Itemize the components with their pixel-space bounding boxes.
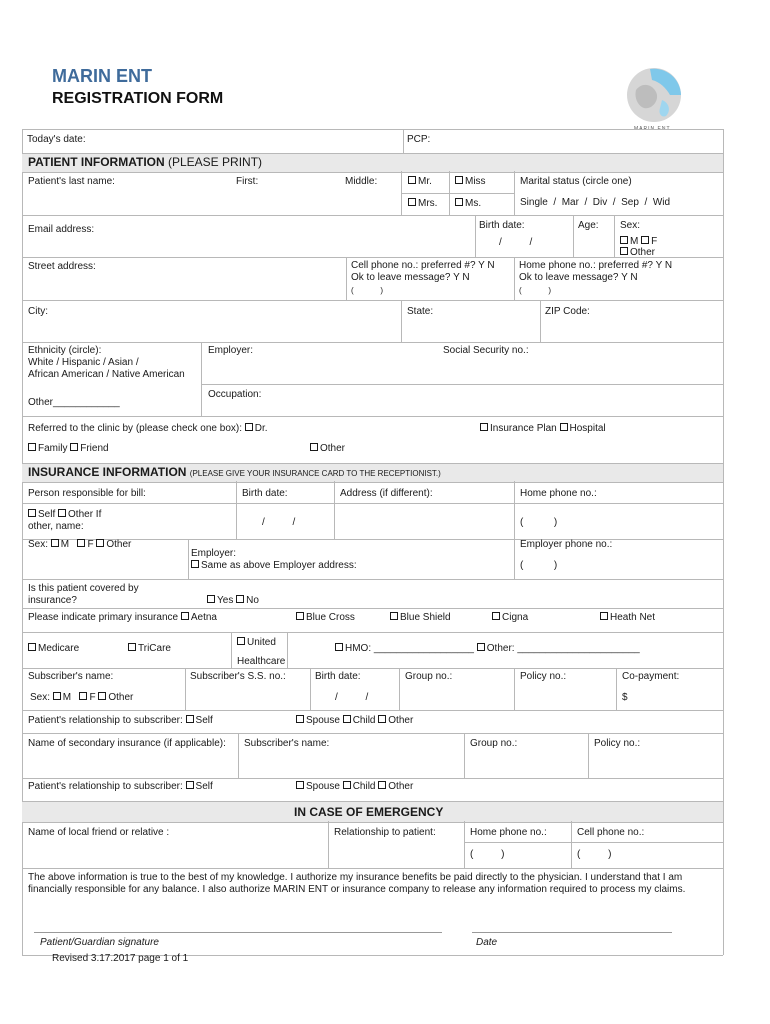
copayment-dollar: $ <box>622 692 628 703</box>
signature-label: Patient/Guardian signature <box>40 937 159 948</box>
checkbox-icon <box>237 637 245 645</box>
blue-shield-checkbox[interactable]: Blue Shield <box>390 612 451 624</box>
emergency-cell-paren: ( ) <box>577 849 612 860</box>
checkbox-icon <box>79 692 87 700</box>
sex-label: Sex: <box>620 220 641 231</box>
checkbox-icon <box>408 198 416 206</box>
sex-other-checkbox[interactable]: Other <box>620 247 655 259</box>
resp-birth-date-slashes: / / <box>262 517 296 528</box>
checkbox-icon <box>296 612 304 620</box>
street-address-label: Street address: <box>28 261 96 272</box>
primary-insurance-label: Please indicate primary insurance Aetna <box>28 612 217 623</box>
subscriber-name-label: Subscriber's name: <box>28 671 114 682</box>
ethnicity-options-2[interactable]: African American / Native American <box>28 369 185 380</box>
relationship-checkboxes-2[interactable]: Spouse Child Other <box>296 781 413 793</box>
checkbox-icon <box>296 781 304 789</box>
emergency-home-paren: ( ) <box>470 849 505 860</box>
checkbox-icon <box>207 595 215 603</box>
checkbox-icon <box>53 692 61 700</box>
subscriber-sex-checkboxes[interactable]: Sex: M F Other <box>30 692 134 703</box>
checkbox-icon <box>343 781 351 789</box>
first-name-label: First: <box>236 176 259 187</box>
checkbox-icon <box>620 236 628 244</box>
covered-yes-no[interactable]: Yes No <box>207 595 259 607</box>
ins-employer-label: Employer: <box>191 548 237 559</box>
copayment-label: Co-payment: <box>622 671 680 682</box>
checkbox-icon <box>28 443 36 451</box>
birth-date-label: Birth date: <box>479 220 525 231</box>
checkbox-icon <box>310 443 318 451</box>
referred-family-friend[interactable]: Family Friend <box>28 443 109 455</box>
checkbox-icon[interactable] <box>181 612 189 620</box>
relationship-label: Patient's relationship to subscriber: Self <box>28 715 213 726</box>
checkbox-icon <box>455 198 463 206</box>
pcp-label: PCP: <box>407 134 431 145</box>
ethnicity-other: Other____________ <box>28 397 120 408</box>
checkbox-icon <box>28 509 36 517</box>
employer-label: Employer: <box>208 345 254 356</box>
medicare-checkbox[interactable]: Medicare <box>28 643 79 655</box>
ethnicity-options-1[interactable]: White / Hispanic / Asian / <box>28 357 139 368</box>
checkbox-icon <box>335 643 343 651</box>
relationship-checkboxes[interactable]: Spouse Child Other <box>296 715 413 727</box>
form-title: REGISTRATION FORM <box>52 90 224 107</box>
ins-sex-checkboxes[interactable]: Sex: M F Other <box>28 539 132 550</box>
united-healthcare-label-2: Healthcare <box>237 656 286 667</box>
checkbox-icon[interactable] <box>245 423 253 431</box>
checkbox-icon <box>492 612 500 620</box>
resp-address-label: Address (if different): <box>340 488 433 499</box>
checkbox-icon <box>128 643 136 651</box>
marital-status-label: Marital status (circle one) <box>520 176 632 187</box>
authorization-statement: The above information is true to the best of my knowledge. I authorize my insurance benefits be paid directly to the physician. I understand that I am financially responsible for any balance. I also authorize MARIN ENT or insurance company to release any information required to process my claims. <box>28 872 686 895</box>
logo-icon <box>622 66 686 130</box>
policy-no-label: Policy no.: <box>520 671 567 682</box>
checkbox-icon <box>191 560 199 568</box>
covered-label-1: Is this patient covered by <box>28 583 139 594</box>
checkbox-icon <box>343 715 351 723</box>
responsible-label: Person responsible for bill: <box>28 488 146 499</box>
emergency-friend-label: Name of local friend or relative : <box>28 827 170 838</box>
title-ms-checkbox[interactable]: Ms. <box>455 198 481 210</box>
age-label: Age: <box>578 220 599 231</box>
middle-name-label: Middle: <box>345 176 378 187</box>
checkbox-icon <box>28 643 36 651</box>
checkbox-icon <box>390 612 398 620</box>
secondary-insurance-label: Name of secondary insurance (if applicable): <box>28 738 226 749</box>
checkbox-icon <box>236 595 244 603</box>
cell-phone-label: Cell phone no.: preferred #? Y N <box>351 260 495 271</box>
zip-code-label: ZIP Code: <box>545 306 590 317</box>
group-no-label: Group no.: <box>405 671 453 682</box>
secondary-policy-label: Policy no.: <box>594 738 641 749</box>
title-mr-checkbox[interactable]: Mr. <box>408 176 432 188</box>
checkbox-icon <box>455 176 463 184</box>
hmo-checkbox[interactable]: HMO: __________________ Other: ______________________ <box>335 643 640 655</box>
home-ok-message-label: Ok to leave message? Y N <box>519 272 638 283</box>
checkbox-icon <box>480 423 488 431</box>
employer-phone-paren: ( ) <box>520 560 558 571</box>
checkbox-icon <box>378 715 386 723</box>
resp-home-phone-label: Home phone no.: <box>520 488 597 499</box>
resp-self-other-checkboxes[interactable]: Self Other If <box>28 509 101 521</box>
revised-note: Revised 3.17.2017 page 1 of 1 <box>52 953 189 964</box>
resp-home-phone-paren: ( ) <box>520 517 558 528</box>
checkbox-icon <box>408 176 416 184</box>
home-phone-label: Home phone no.: preferred #? Y N <box>519 260 673 271</box>
email-label: Email address: <box>28 224 95 235</box>
checkbox-icon <box>96 539 104 547</box>
blue-cross-checkbox[interactable]: Blue Cross <box>296 612 355 624</box>
health-net-checkbox[interactable]: Heath Net <box>600 612 655 624</box>
checkbox-icon <box>51 539 59 547</box>
checkbox-icon <box>70 443 78 451</box>
ethnicity-label: Ethnicity (circle): <box>28 345 102 356</box>
patient-section-title: PATIENT INFORMATION (PLEASE PRINT) <box>28 155 263 169</box>
secondary-group-label: Group no.: <box>470 738 518 749</box>
subscriber-birth-label: Birth date: <box>315 671 361 682</box>
checkbox-icon <box>560 423 568 431</box>
last-name-label: Patient's last name: <box>28 176 115 187</box>
logo-text: MARIN ENT <box>634 126 671 132</box>
employer-phone-label: Employer phone no.: <box>520 539 613 550</box>
emergency-section-title: IN CASE OF EMERGENCY <box>294 805 444 819</box>
checkbox-icon <box>600 612 608 620</box>
date-label: Date <box>476 937 498 948</box>
checkbox-icon <box>98 692 106 700</box>
same-as-above-checkbox[interactable]: Same as above Employer address: <box>191 560 357 572</box>
subscriber-birth-slashes: / / <box>335 692 369 703</box>
home-phone-paren: ( ) <box>519 286 551 295</box>
checkbox-icon[interactable] <box>186 781 194 789</box>
cell-phone-paren: ( ) <box>351 286 383 295</box>
united-healthcare-checkbox[interactable]: United <box>237 637 276 649</box>
referred-insurance-hospital[interactable]: Insurance Plan Hospital <box>480 423 606 435</box>
cigna-checkbox[interactable]: Cigna <box>492 612 528 624</box>
birth-date-slashes: / / <box>499 237 533 248</box>
secondary-subscriber-label: Subscriber's name: <box>244 738 330 749</box>
checkbox-icon <box>620 247 628 255</box>
occupation-label: Occupation: <box>208 389 262 400</box>
referred-other[interactable]: Other <box>310 443 345 455</box>
marital-status-options[interactable]: Single / Mar / Div / Sep / Wid <box>520 197 671 208</box>
resp-other-name-label: other, name: <box>28 521 84 532</box>
checkbox-icon <box>378 781 386 789</box>
subscriber-ss-label: Subscriber's S.S. no.: <box>190 671 286 682</box>
relationship-label-2: Patient's relationship to subscriber: Self <box>28 781 213 792</box>
title-miss-checkbox[interactable]: Miss <box>455 176 486 188</box>
city-label: City: <box>28 306 48 317</box>
checkbox-icon <box>296 715 304 723</box>
checkbox-icon <box>641 236 649 244</box>
state-label: State: <box>407 306 434 317</box>
emergency-relationship-label: Relationship to patient: <box>334 827 436 838</box>
referred-label: Referred to the clinic by (please check one box): Dr. <box>28 423 268 434</box>
sex-mf-checkboxes[interactable]: M F <box>620 236 657 248</box>
tricare-checkbox[interactable]: TriCare <box>128 643 171 655</box>
checkbox-icon <box>58 509 66 517</box>
todays-date-label: Today's date: <box>27 134 86 145</box>
org-title: MARIN ENT <box>52 66 152 86</box>
checkbox-icon <box>477 643 485 651</box>
emergency-home-phone-label: Home phone no.: <box>470 827 547 838</box>
resp-birth-date-label: Birth date: <box>242 488 288 499</box>
checkbox-icon <box>77 539 85 547</box>
ssn-label: Social Security no.: <box>443 345 529 356</box>
marin-ent-logo <box>622 66 686 130</box>
checkbox-icon[interactable] <box>186 715 194 723</box>
title-mrs-checkbox[interactable]: Mrs. <box>408 198 437 210</box>
emergency-cell-phone-label: Cell phone no.: <box>577 827 645 838</box>
cell-ok-message-label: Ok to leave message? Y N <box>351 272 470 283</box>
covered-label-2: insurance? <box>28 595 77 606</box>
insurance-section-title: INSURANCE INFORMATION (PLEASE GIVE YOUR INSURANCE CARD TO THE RECEPTIONIST.) <box>28 465 441 479</box>
